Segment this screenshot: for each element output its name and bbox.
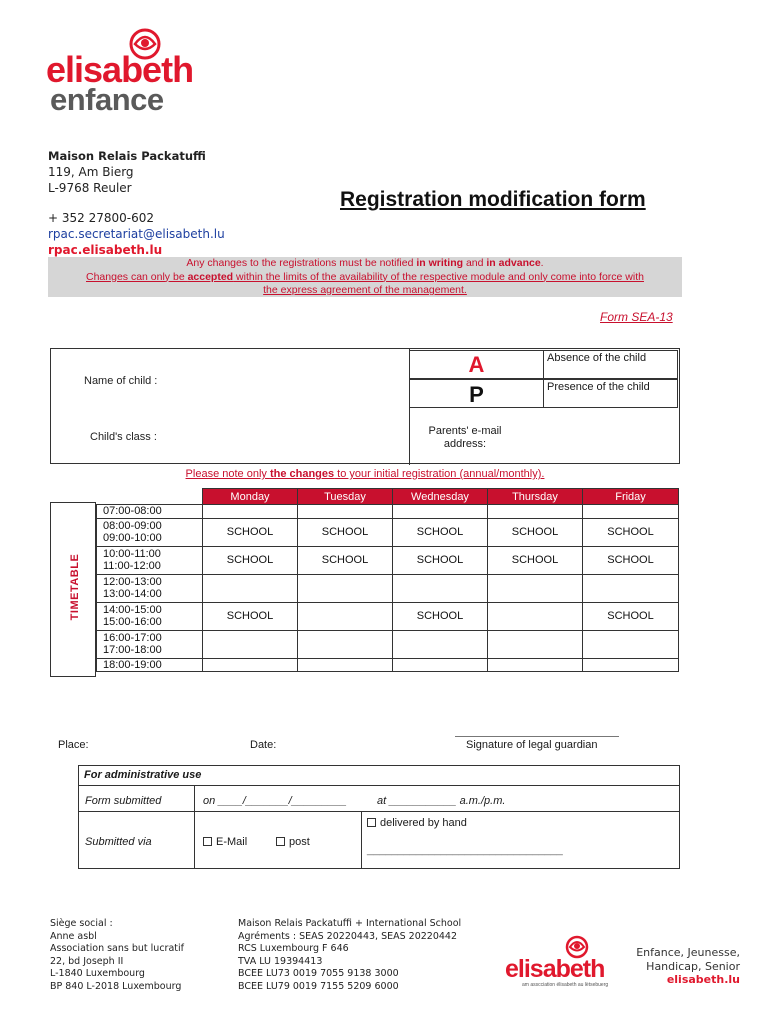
day-cell[interactable]: SCHOOL [393, 546, 488, 574]
checkbox-icon[interactable] [276, 837, 285, 846]
hand-details-field[interactable]: ________________________________ [367, 844, 563, 856]
presence-label: Presence of the child [543, 379, 678, 408]
notice-emphasis: in writing [416, 257, 464, 269]
parents-email-line1: Parents' e-mail [428, 425, 502, 437]
day-cell[interactable]: SCHOOL [298, 546, 393, 574]
day-cell[interactable]: SCHOOL [393, 518, 488, 546]
address-city: L-9768 Reuler [48, 181, 132, 195]
day-cell[interactable] [583, 505, 679, 519]
notice-emphasis: accepted [187, 270, 234, 283]
day-cell[interactable] [488, 658, 583, 672]
table-row [97, 574, 679, 602]
day-cell[interactable] [583, 658, 679, 672]
day-cell[interactable] [488, 602, 583, 630]
form-submitted-label: Form submitted [85, 795, 162, 807]
time-slot: 14:00-15:00 15:00-16:00 [97, 602, 203, 630]
table-row [97, 630, 679, 658]
time-slot: 18:00-19:00 [97, 658, 203, 672]
time-slot: 08:00-09:00 09:00-10:00 [97, 518, 203, 546]
day-cell[interactable]: SCHOOL [583, 602, 679, 630]
submitted-via-label: Submitted via [85, 836, 152, 848]
presence-code: P [409, 379, 544, 408]
day-cell[interactable] [298, 602, 393, 630]
note-text: Please note only [185, 468, 270, 480]
time-slot: 10:00-11:00 11:00-12:00 [97, 546, 203, 574]
address-street: 119, Am Bierg [48, 165, 134, 179]
post-option[interactable] [276, 836, 310, 848]
day-header: Wednesday [393, 489, 488, 505]
child-class-label: Child's class : [90, 431, 157, 443]
day-header: Monday [203, 489, 298, 505]
parents-email-label [410, 425, 520, 451]
day-cell[interactable] [488, 574, 583, 602]
checkbox-icon[interactable] [367, 818, 376, 827]
day-cell[interactable] [203, 630, 298, 658]
day-cell[interactable] [298, 658, 393, 672]
submitted-on-field[interactable]: on ____/_______/_________ [203, 795, 347, 807]
notice-text: Changes can only be [86, 270, 188, 283]
email-link[interactable]: rpac.secretariat@elisabeth.lu [48, 227, 225, 241]
day-cell[interactable] [203, 658, 298, 672]
day-cell[interactable]: SCHOOL [488, 546, 583, 574]
day-header: Friday [583, 489, 679, 505]
post-option-label: post [289, 836, 310, 848]
table-row [97, 658, 679, 672]
time-slot: 07:00-08:00 [97, 505, 203, 519]
footer-tagline: Enfance, Jeunesse, Handicap, Senior elisabeth.lu [630, 946, 740, 987]
table-row [97, 602, 679, 630]
day-cell[interactable]: SCHOOL [583, 518, 679, 546]
day-cell[interactable]: SCHOOL [583, 546, 679, 574]
form-number: Form SEA-13 [600, 310, 673, 324]
notice-text: and [463, 257, 487, 269]
day-cell[interactable] [488, 505, 583, 519]
footer-logo-sub: am asscciation élisabeth au lëtsebuerg [522, 982, 609, 988]
note-emphasis: the changes [269, 468, 335, 480]
time-slot: 16:00-17:00 17:00-18:00 [97, 630, 203, 658]
time-slot: 12:00-13:00 13:00-14:00 [97, 574, 203, 602]
logo-text: elisabeth [46, 49, 194, 90]
day-header: Tuesday [298, 489, 393, 505]
day-cell[interactable] [488, 630, 583, 658]
footer-registered-office: Siège social : Anne asbl Association sans but lucratif 22, bd Joseph II L-1840 Luxembourg BP 840 L-2018 Luxembourg [50, 918, 184, 992]
notice-text: . [540, 257, 544, 269]
child-name-label: Name of child : [84, 375, 158, 387]
admin-box [78, 765, 680, 869]
changes-note [60, 468, 670, 480]
day-cell[interactable] [298, 574, 393, 602]
notice-emphasis: in advance [486, 257, 541, 269]
address-block [48, 148, 206, 196]
notice-text: the express agreement of the management. [263, 284, 467, 296]
footer-logo: elisabeth [505, 955, 605, 983]
day-cell[interactable]: SCHOOL [488, 518, 583, 546]
day-header: Thursday [488, 489, 583, 505]
day-cell[interactable] [203, 574, 298, 602]
contact-block [48, 210, 225, 258]
phone-number: + 352 27800-602 [48, 211, 154, 225]
day-cell[interactable] [583, 630, 679, 658]
footer-company-info: Maison Relais Packatuffi + International School Agréments : SEAS 20220443, SEAS 20220442 RCS Luxembourg F 646 TVA LU 19394413 BCEE LU73 0019 7055 9138 3000 BCEE LU79 0019 7155 5209 6000 [238, 918, 462, 992]
day-cell[interactable]: SCHOOL [298, 518, 393, 546]
table-row [97, 518, 679, 546]
table-row [97, 546, 679, 574]
footer-website[interactable]: elisabeth.lu [666, 973, 740, 986]
admin-heading: For administrative use [79, 766, 679, 786]
page-title: Registration modification form [340, 188, 646, 211]
day-cell[interactable] [298, 505, 393, 519]
hand-option[interactable] [367, 817, 467, 829]
day-cell[interactable]: SCHOOL [203, 546, 298, 574]
day-cell[interactable] [583, 574, 679, 602]
day-cell[interactable]: SCHOOL [203, 518, 298, 546]
checkbox-icon[interactable] [203, 837, 212, 846]
address-name: Maison Relais Packatuffi [48, 149, 206, 163]
timetable [96, 488, 679, 672]
day-cell[interactable] [393, 505, 488, 519]
day-cell[interactable] [298, 630, 393, 658]
table-row [97, 505, 679, 519]
day-cell[interactable] [393, 574, 488, 602]
signature-label: Signature of legal guardian [466, 739, 598, 751]
note-text: to your initial registration (annual/monthly). [334, 468, 545, 480]
website-link[interactable]: rpac.elisabeth.lu [48, 243, 163, 257]
day-cell[interactable]: SCHOOL [203, 602, 298, 630]
day-cell[interactable] [203, 505, 298, 519]
absence-label: Absence of the child [543, 350, 678, 379]
timetable-label: TIMETABLE [69, 553, 81, 621]
hand-option-label: delivered by hand [380, 817, 467, 829]
parents-email-line2: address: [443, 438, 487, 450]
place-label: Place: [58, 739, 89, 751]
notice-box [48, 257, 682, 297]
day-cell[interactable]: SCHOOL [393, 602, 488, 630]
notice-text: within the limits of the availability of the respective module and only come into force with [233, 270, 644, 283]
submitted-at-field[interactable]: at ___________ a.m./p.m. [377, 795, 506, 807]
email-option[interactable] [203, 836, 247, 848]
signature-line [455, 736, 619, 737]
date-label: Date: [250, 739, 277, 751]
logo-subtext: enfance [50, 82, 164, 117]
notice-text: Any changes to the registrations must be notified [186, 257, 417, 269]
absence-code: A [409, 350, 544, 379]
day-cell[interactable] [393, 630, 488, 658]
timetable-side [50, 502, 96, 677]
day-cell[interactable] [393, 658, 488, 672]
email-option-label: E-Mail [216, 836, 248, 848]
